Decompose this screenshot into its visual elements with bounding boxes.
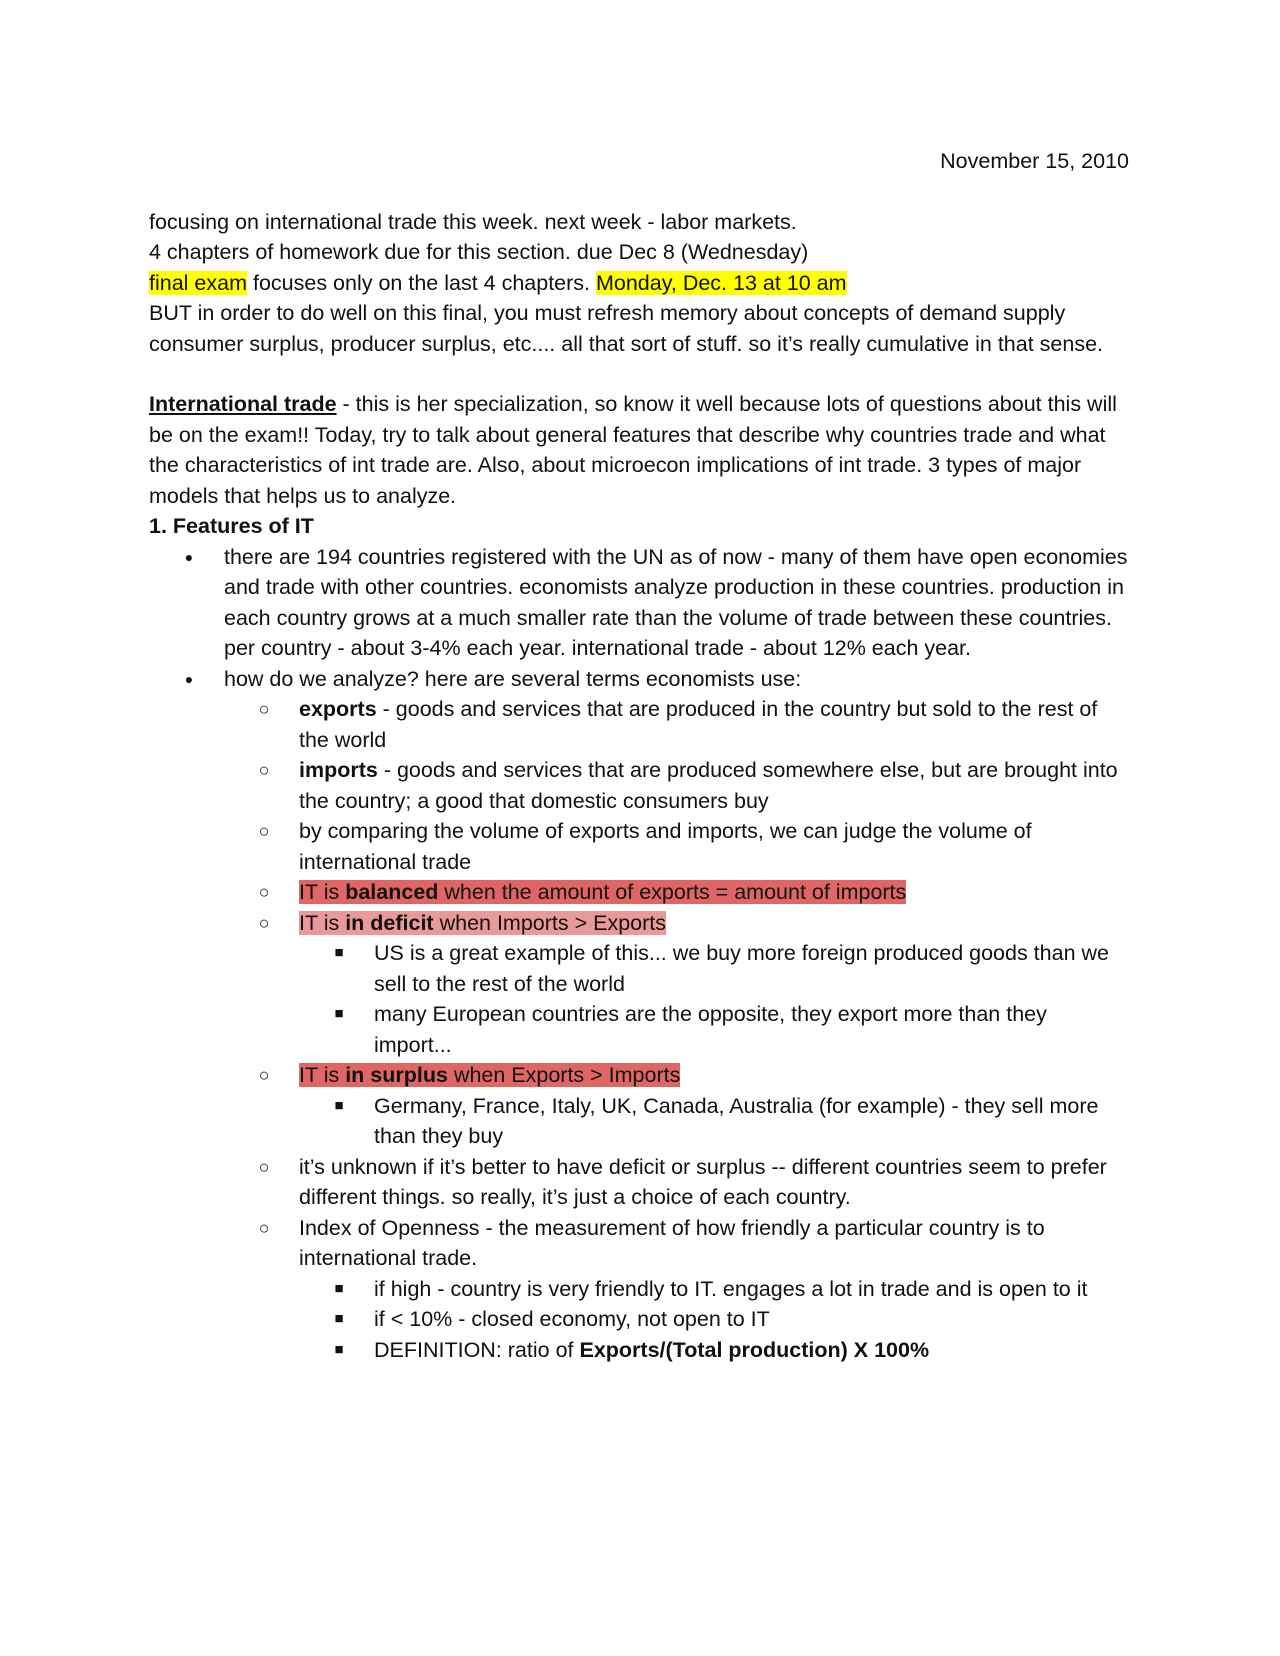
list-item-text: Germany, France, Italy, UK, Canada, Australia (for example) - they sell more than they buy [374, 1093, 1099, 1148]
balanced-highlight [299, 880, 906, 904]
exam-date-highlight: Monday, Dec. 13 at 10 am [595, 270, 847, 295]
list-item [149, 664, 1129, 695]
document-date: November 15, 2010 [940, 149, 1129, 173]
list-item-text: many European countries are the opposite, they export more than they import... [374, 1002, 1047, 1057]
list-item [149, 1091, 1129, 1152]
list-item-text: it’s unknown if it’s better to have deficit or surplus -- different countries seem to prefer different things. so really, it’s just a choice of each country. [299, 1154, 1107, 1209]
list-item-text: by comparing the volume of exports and imports, we can judge the volume of international trade [299, 819, 1032, 874]
circle-bullet-icon: ○ [258, 912, 270, 933]
intro-line-1: focusing on international trade this week. next week - labor markets. [149, 209, 797, 234]
imports-term: imports [299, 758, 378, 782]
imports-definition: - goods and services that are produced somewhere else, but are brought into the country; a good that domestic consumers buy [299, 758, 1118, 813]
circle-bullet-icon: ○ [258, 1065, 270, 1085]
section-heading [149, 511, 1129, 542]
list-item [149, 877, 1129, 908]
blank-line [149, 359, 1129, 389]
disc-bullet-icon: ● [184, 548, 194, 565]
circle-bullet-icon: ○ [258, 760, 270, 780]
deficit-highlight [299, 911, 666, 935]
square-bullet-icon: ■ [334, 1340, 344, 1358]
list-item-text: there are 194 countries registered with the UN as of now - many of them have open economies and trade with other countries. economists analyze production in these countries. production in each country grows at a much smaller rate than the volume of trade between these countries. per country - about 3-4% each year. international trade - about 12% each year. [224, 544, 1128, 660]
exports-definition: - goods and services that are produced in the country but sold to the rest of the world [299, 697, 1098, 752]
bullet-list [149, 542, 1129, 1366]
document-page [149, 146, 1129, 1365]
section-text: - this is her specialization, so know it well because lots of questions about this will be on the exam!! Today, try to talk about general features that describe why countries trade and what the characteristics of int trade are. Also, about microecon implications of int trade. 3 types of major models that helps us to analyze. [149, 392, 1117, 508]
square-bullet-icon: ■ [334, 1310, 344, 1327]
square-bullet-icon: ■ [334, 1096, 344, 1114]
surplus-prefix: IT is [299, 1063, 346, 1087]
list-item [149, 1304, 1129, 1335]
deficit-term: in deficit [345, 910, 434, 935]
intro-line-3-text: focuses only on the last 4 chapters. [247, 270, 596, 295]
features-heading: 1. Features of IT [149, 514, 314, 538]
section-paragraph [149, 389, 1129, 511]
disc-bullet-icon: ● [184, 670, 194, 687]
list-item [149, 908, 1129, 939]
circle-bullet-icon: ○ [258, 882, 270, 902]
list-item [149, 755, 1129, 816]
deficit-prefix: IT is [299, 910, 346, 935]
list-item [149, 542, 1129, 664]
intro-line-2: 4 chapters of homework due for this section. due Dec 8 (Wednesday) [149, 240, 809, 264]
surplus-term: in surplus [345, 1063, 448, 1087]
list-item-text: if high - country is very friendly to IT. engages a lot in trade and is open to it [374, 1276, 1088, 1301]
list-item [149, 694, 1129, 755]
circle-bullet-icon: ○ [258, 1217, 270, 1238]
balanced-term: balanced [345, 880, 439, 904]
definition-formula: Exports/(Total production) X 100% [579, 1337, 930, 1362]
circle-bullet-icon: ○ [258, 699, 270, 719]
circle-bullet-icon: ○ [258, 821, 270, 841]
final-exam-highlight: final exam [149, 270, 247, 295]
surplus-highlight [299, 1063, 680, 1087]
section-title: International trade [149, 392, 337, 416]
list-item [149, 1213, 1129, 1274]
square-bullet-icon: ■ [334, 1279, 344, 1297]
square-bullet-icon: ■ [334, 944, 344, 961]
list-item-text: if < 10% - closed economy, not open to IT [374, 1307, 770, 1331]
circle-bullet-icon: ○ [258, 1156, 270, 1177]
list-item [149, 938, 1129, 999]
balanced-prefix: IT is [299, 880, 346, 904]
list-item [149, 1060, 1129, 1091]
deficit-suffix: when Imports > Exports [433, 910, 667, 935]
list-item [149, 816, 1129, 877]
intro-paragraph: BUT in order to do well on this final, you must refresh memory about concepts of demand supply consumer surplus, producer surplus, etc.... all that sort of stuff. so it’s really cumulative in that sense. [149, 301, 1103, 356]
list-item-text: how do we analyze? here are several terms economists use: [224, 666, 802, 691]
list-item-text: US is a great example of this... we buy more foreign produced goods than we sell to the rest of the world [374, 941, 1109, 996]
exports-term: exports [299, 697, 377, 721]
list-item [149, 1335, 1129, 1366]
list-item [149, 999, 1129, 1060]
definition-prefix: DEFINITION: ratio of [374, 1337, 580, 1362]
surplus-suffix: when Exports > Imports [447, 1063, 681, 1087]
square-bullet-icon: ■ [334, 1005, 344, 1022]
list-item-text: Index of Openness - the measurement of how friendly a particular country is to international trade. [299, 1215, 1045, 1270]
balanced-suffix: when the amount of exports = amount of imports [438, 880, 907, 904]
list-item [149, 1274, 1129, 1305]
list-item [149, 1152, 1129, 1213]
intro-line-3 [149, 268, 1129, 299]
